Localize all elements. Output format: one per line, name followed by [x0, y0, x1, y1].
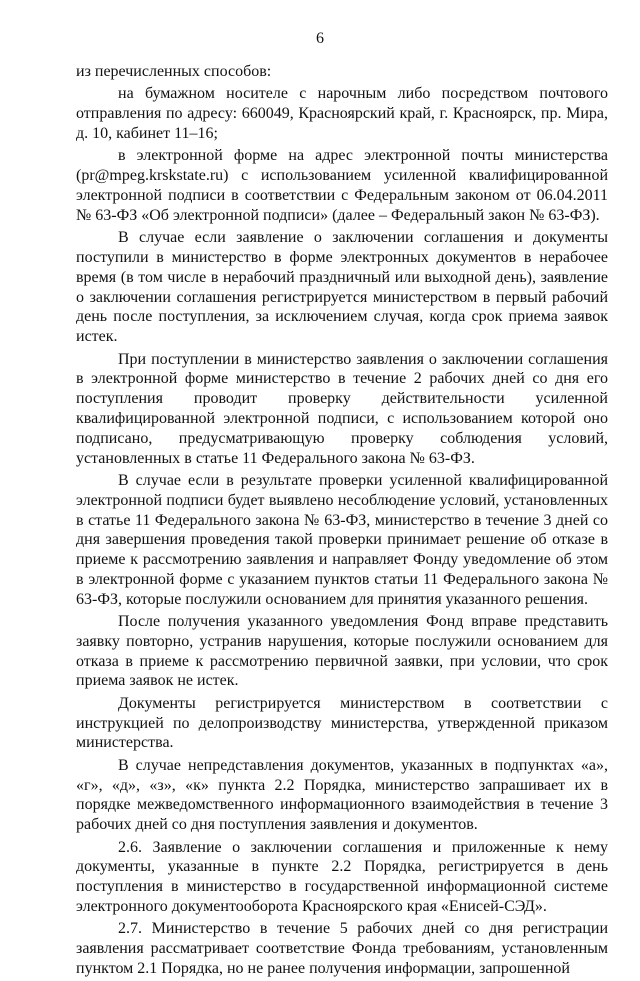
paragraph-2-7: 2.7. Министерство в течение 5 рабочих дней со дня регистрации заявления рассматривает соответствие Фонда требованиям, установленным пунктом 2.1 Порядка, но не ранее получения информации, запрошенной	[76, 920, 608, 977]
paragraph-non-working-time: В случае если заявление о заключении соглашения и документы поступили в министерство в форме электронных документов в нерабочее время (в том числе в нерабочий праздничный или выходной день), заявление о заключении соглашения регистрируется министерством в первый рабочий день после поступления, за исключением случая, когда срок приема заявок истек.	[76, 229, 608, 346]
paragraph-continuation: из перечисленных способов:	[76, 63, 272, 80]
paragraph-interagency-request: В случае непредставления документов, указанных в подпунктах «а», «г», «д», «з», «к» пункта 2.2 Порядка, министерство запрашивает их в порядке межведомственного информационного взаимодействия в течение 3 рабочих дней со дня поступления заявления и документов.	[76, 756, 608, 834]
paragraph-2-6: 2.6. Заявление о заключении соглашения и приложенные к нему документы, указанные в пункте 2.2 Порядка, регистрируется в день поступления в министерство в государственной информационной системе электронного документооборота Красноярского края «Енисей-СЭД».	[76, 838, 608, 916]
paragraph-paper-delivery: на бумажном носителе с нарочным либо посредством почтового отправления по адресу: 660049, Красноярский край, г. Красноярск, пр. Мира, д. 10, кабинет 11–16;	[76, 85, 608, 142]
paragraph-resubmission: После получения указанного уведомления Фонд вправе представить заявку повторно, устранив нарушения, которые послужили основанием для отказа в приеме к рассмотрению первичной заявки, при условии, что срок приема заявок не истек.	[76, 613, 608, 690]
paragraph-signature-check: При поступлении в министерство заявления о заключении соглашения в электронной форме министерство в течение 2 рабочих дней со дня его поступления проводит проверку действительности усиленной квалифицированной электронной подписи, с использованием которой оно подписано, предусматривающую проверку соблюдения условий, установленных в статье 11 Федерального закона № 63-ФЗ.	[76, 350, 608, 467]
paragraph-registration: Документы регистрируется министерством в соответствии с инструкцией по делопроизводству министерства, утвержденной приказом министерства.	[76, 694, 608, 752]
page-number: 6	[316, 30, 324, 47]
paragraph-check-failure: В случае если в результате проверки усиленной квалифицированной электронной подписи будет выявлено несоблюдение условий, установленных в статье 11 Федерального закона № 63-ФЗ, министерство в течение 3 дней со дня завершения проведения такой проверки принимает решение об отказе в приеме к рассмотрению заявления и направляет Фонду уведомление об этом в электронной форме с указанием пунктов статьи 11 Федерального закона № 63-ФЗ, которые послужили основанием для принятия указанного решения.	[76, 471, 608, 608]
paragraph-electronic-delivery: в электронной форме на адрес электронной почты министерства (pr@mpeg.krskstate.ru) с использованием усиленной квалифицированной электронной подписи в соответствии с Федеральным законом от 06.04.2011 № 63-ФЗ «Об электронной подписи» (далее – Федеральный закон № 63-ФЗ).	[76, 147, 608, 224]
document-body	[76, 62, 608, 981]
